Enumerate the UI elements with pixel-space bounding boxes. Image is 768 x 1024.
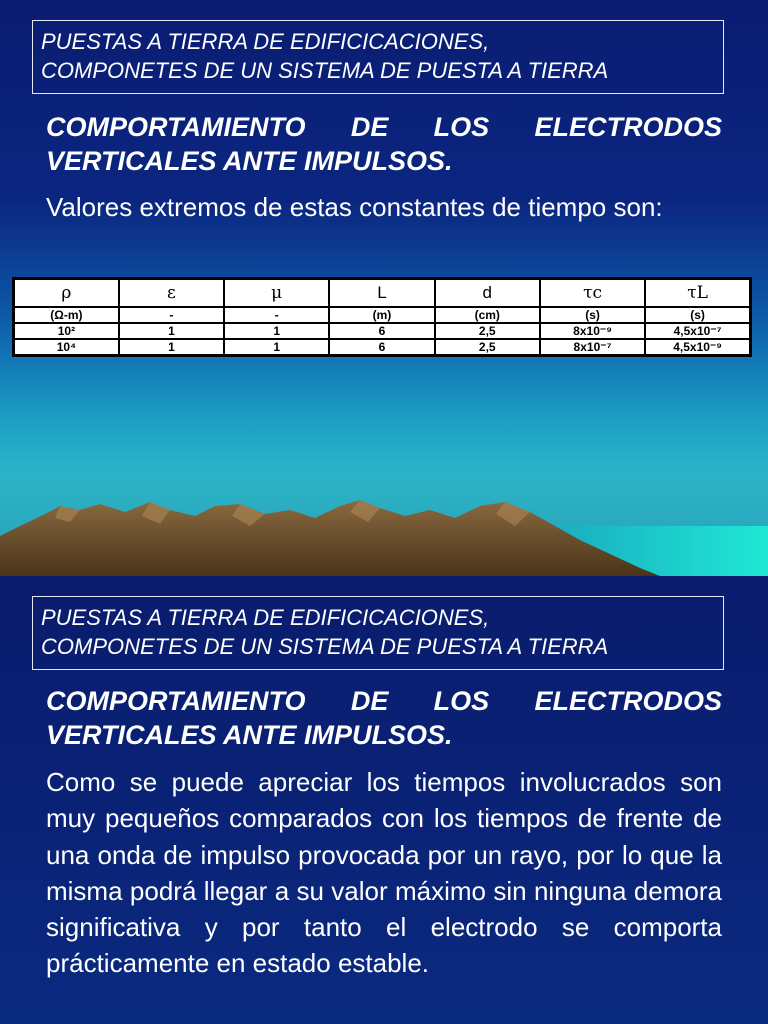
table-cell: 4,5x10⁻⁷ bbox=[645, 323, 750, 339]
table-cell: - bbox=[119, 307, 224, 323]
table-cell: 8x10⁻⁷ bbox=[540, 339, 645, 356]
heading-word: LOS bbox=[433, 686, 490, 716]
header-line-1: PUESTAS A TIERRA DE EDIFICICACIONES, bbox=[41, 29, 490, 54]
table-header-cell: d bbox=[435, 279, 540, 308]
table-cell: 2,5 bbox=[435, 323, 540, 339]
header-box bbox=[32, 20, 724, 94]
table-header-cell: ε bbox=[119, 279, 224, 308]
table-header-cell: ρ bbox=[14, 279, 119, 308]
heading-line-2: VERTICALES ANTE IMPULSOS. bbox=[46, 146, 453, 176]
time-constants-table bbox=[12, 277, 752, 357]
table-row bbox=[14, 339, 751, 356]
slide-2 bbox=[0, 576, 768, 1024]
table-cell: (cm) bbox=[435, 307, 540, 323]
mountain-range bbox=[0, 500, 660, 576]
header-line-1: PUESTAS A TIERRA DE EDIFICICACIONES, bbox=[41, 605, 490, 630]
table-cell: (Ω-m) bbox=[14, 307, 119, 323]
mountain-landscape-illustration bbox=[0, 496, 768, 576]
section-heading bbox=[46, 684, 722, 752]
section-heading bbox=[46, 110, 722, 178]
heading-word: COMPORTAMIENTO bbox=[46, 112, 306, 142]
table-cell: (s) bbox=[540, 307, 645, 323]
heading-word: DE bbox=[350, 112, 389, 142]
heading-word: ELECTRODOS bbox=[534, 686, 722, 716]
header-box bbox=[32, 596, 724, 670]
body-paragraph: Valores extremos de estas constantes de tiempo son: bbox=[46, 192, 663, 222]
header-line-2: COMPONETES DE UN SISTEMA DE PUESTA A TIERRA bbox=[41, 634, 609, 659]
table-cell: 2,5 bbox=[435, 339, 540, 356]
table-cell: 1 bbox=[224, 323, 329, 339]
table-header-cell: μ bbox=[224, 279, 329, 308]
body-paragraph: Como se puede apreciar los tiempos involucrados son muy pequeños comparados con los tiempos de frente de una onda de impulso provocada por un rayo, por lo que la misma podrá llegar a su valor máximo sin ninguna demora significativa y por tanto el electrodo se comporta prácticamente en estado estable. bbox=[46, 767, 722, 979]
table-cell: 10² bbox=[14, 323, 119, 339]
table-cell: 1 bbox=[224, 339, 329, 356]
table-cell: 6 bbox=[329, 323, 434, 339]
heading-line-2: VERTICALES ANTE IMPULSOS. bbox=[46, 720, 453, 750]
table-cell: 6 bbox=[329, 339, 434, 356]
table-header-cell: L bbox=[329, 279, 434, 308]
table-header-cell: τL bbox=[645, 279, 750, 308]
heading-word: ELECTRODOS bbox=[534, 112, 722, 142]
table-cell: 4,5x10⁻⁹ bbox=[645, 339, 750, 356]
table-cell: 1 bbox=[119, 323, 224, 339]
heading-word: COMPORTAMIENTO bbox=[46, 686, 306, 716]
table-cell: (m) bbox=[329, 307, 434, 323]
heading-word: DE bbox=[350, 686, 389, 716]
table-row bbox=[14, 323, 751, 339]
table-cell: 10⁴ bbox=[14, 339, 119, 356]
table-header-cell: τc bbox=[540, 279, 645, 308]
table-cell: - bbox=[224, 307, 329, 323]
header-line-2: COMPONETES DE UN SISTEMA DE PUESTA A TIERRA bbox=[41, 58, 609, 83]
table-cell: 1 bbox=[119, 339, 224, 356]
table-cell: 8x10⁻⁹ bbox=[540, 323, 645, 339]
heading-word: LOS bbox=[433, 112, 490, 142]
table-units-row bbox=[14, 307, 751, 323]
table-header-row bbox=[14, 279, 751, 308]
table-cell: (s) bbox=[645, 307, 750, 323]
